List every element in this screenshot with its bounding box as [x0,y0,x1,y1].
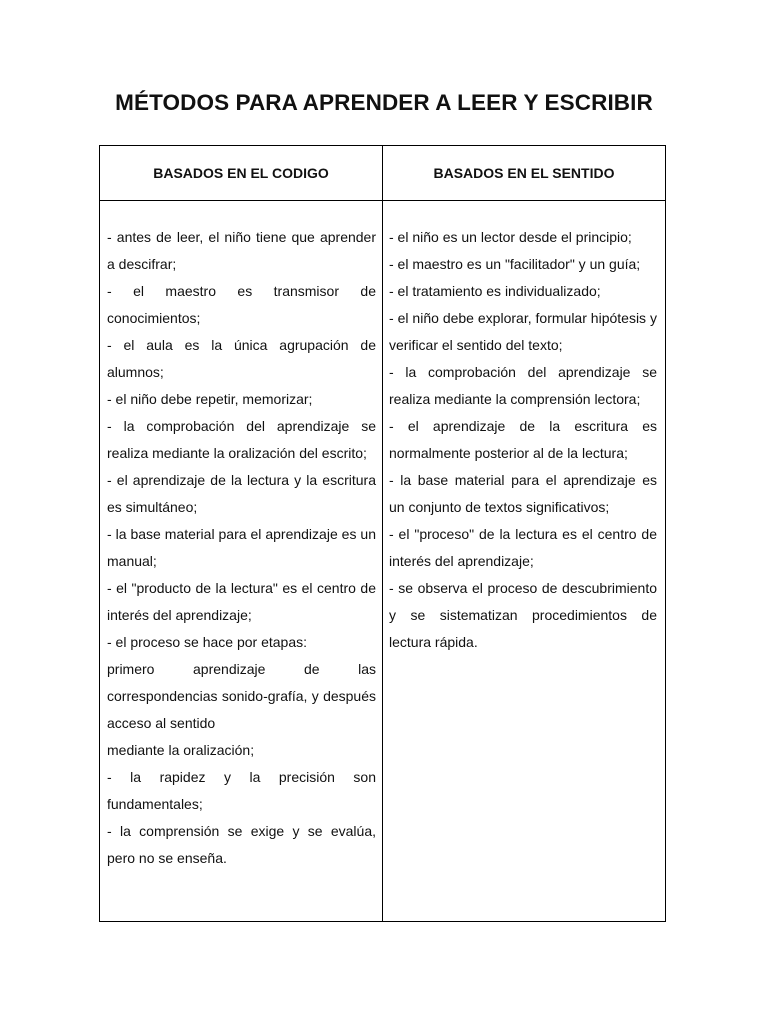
list-item: - el aprendizaje de la escritura es normalmente posterior al de la lectura; [389,418,657,461]
table-body-row [100,201,666,922]
sentido-list [383,224,665,656]
header-codigo: BASADOS EN EL CODIGO [100,146,383,201]
list-item: - el aula es la única agrupación de alumnos; [107,337,376,380]
list-item: - la comprensión se exige y se evalúa, pero no se enseña. [107,823,376,866]
header-sentido: BASADOS EN EL SENTIDO [383,146,666,201]
list-item: mediante la oralización; [107,742,255,758]
list-item: - el niño es un lector desde el principio; [389,229,632,245]
sentido-cell [383,201,666,922]
list-item: - el aprendizaje de la lectura y la escritura es simultáneo; [107,472,376,515]
codigo-cell [100,201,383,922]
list-item: - el tratamiento es individualizado; [389,283,601,299]
list-item: - la base material para el aprendizaje es un conjunto de textos significativos; [389,472,657,515]
list-item: - se observa el proceso de descubrimiento y se sistematizan procedimientos de lectura rápida. [389,580,657,650]
list-item: - la base material para el aprendizaje es un manual; [107,526,376,569]
page-title: MÉTODOS PARA APRENDER A LEER Y ESCRIBIR [115,90,653,115]
list-item: - el "proceso" de la lectura es el centro de interés del aprendizaje; [389,526,657,569]
list-item: - el niño debe explorar, formular hipótesis y verificar el sentido del texto; [389,310,657,353]
list-item: primero aprendizaje de las correspondencias sonido-grafía, y después acceso al sentido [107,661,376,731]
list-item: - la comprobación del aprendizaje se realiza mediante la oralización del escrito; [107,418,376,461]
list-item: - la rapidez y la precisión son fundamentales; [107,769,376,812]
list-item: - el proceso se hace por etapas: [107,634,308,650]
list-item: - el maestro es transmisor de conocimientos; [107,283,376,326]
list-item: - el niño debe repetir, memorizar; [107,391,313,407]
list-item: - la comprobación del aprendizaje se realiza mediante la comprensión lectora; [389,364,657,407]
list-item: - el maestro es un "facilitador" y un guía; [389,256,641,272]
list-item: - el "producto de la lectura" es el centro de interés del aprendizaje; [107,580,376,623]
list-item: - antes de leer, el niño tiene que aprender a descifrar; [107,229,376,272]
table-header-row [100,146,666,201]
codigo-list [100,224,382,872]
methods-comparison-table [99,145,666,922]
